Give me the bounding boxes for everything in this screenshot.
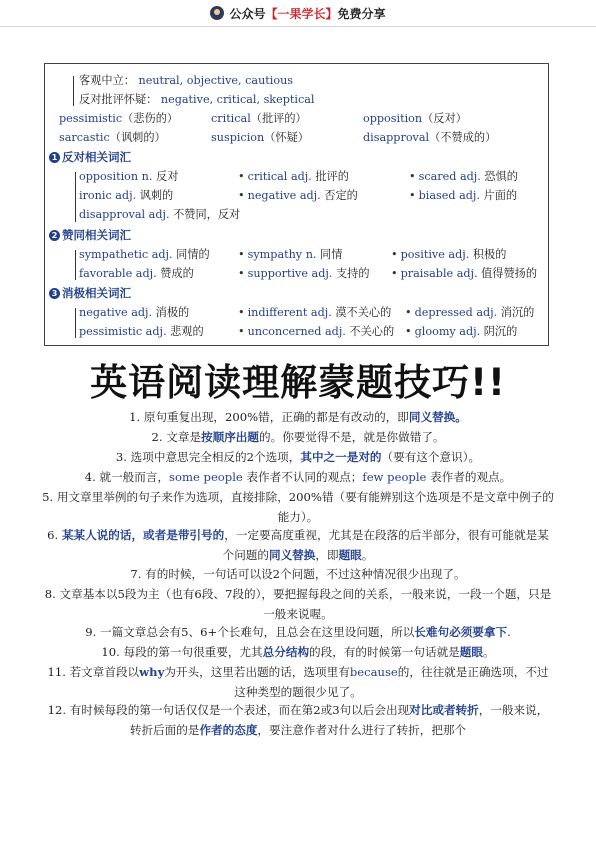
tip-text: 。 [482, 645, 495, 659]
vocab-item [79, 168, 178, 184]
vocab-item-en: sympathy n. [247, 248, 317, 261]
vocab-pair-cn: （批评的） [250, 112, 307, 125]
tip-highlight: 按顺序出题 [201, 430, 259, 444]
vocab-item-cn: 反对 [152, 170, 179, 183]
tip-item [42, 701, 554, 740]
tip-highlight: 某某人说的话，或者是带引号的 [61, 528, 225, 542]
header-name: 一果学长 [277, 6, 326, 21]
vocab-critical-cn: 反对批评怀疑： [79, 93, 158, 106]
vocab-item-en: indifferent adj. [247, 306, 332, 319]
vocab-item-en: opposition n. [79, 170, 153, 183]
vocab-item [79, 246, 210, 262]
vocab-item [79, 265, 194, 281]
vocab-item-cn: 不关心的 [345, 325, 395, 338]
tip-text: 的，往往就是正确选项，不过这种类型的题很少见了。 [234, 665, 549, 699]
vocab-critical-en: negative, critical, skeptical [160, 93, 315, 106]
section-title-text: 赞同相关词汇 [62, 228, 131, 242]
vocab-pair-en: pessimistic [59, 112, 123, 125]
tip-item [42, 663, 554, 702]
header-divider [0, 26, 596, 27]
tip-text: ，要注意作者对什么进行了转折，把那个 [257, 722, 467, 737]
vocab-pair-cn: （反对） [422, 112, 467, 125]
tip-text: 2. 文章是 [151, 430, 202, 444]
tip-highlight: 同义替换 [268, 547, 316, 562]
vocab-item-en: negative adj. [79, 306, 153, 319]
vocab-item-en: depressed adj. [414, 306, 498, 319]
tip-text: 表作者不认同的观点； [242, 470, 363, 484]
vocab-item-cn: 批评的 [311, 170, 349, 183]
vocab-item-cn: 支持的 [332, 267, 370, 280]
bracket-line [73, 76, 78, 106]
tip-text: 6. [47, 528, 62, 542]
tip-item [42, 526, 554, 565]
vocab-pair-en: critical [211, 112, 251, 125]
vocab-neutral-en: neutral, objective, cautious [138, 74, 294, 87]
vocab-item-en: gloomy adj. [414, 325, 481, 338]
vocab-item-en: negative adj. [247, 189, 321, 202]
vocab-item [238, 168, 349, 184]
vocab-item-cn: 阴沉的 [480, 325, 518, 338]
vocab-item-cn: 消沉的 [497, 306, 535, 319]
vocab-pair-cn: （讽刺的） [109, 131, 166, 144]
tip-text: ，即 [315, 547, 339, 562]
tip-english: some people [169, 470, 243, 484]
vocab-item-en: pessimistic adj. [79, 325, 167, 338]
section-title [49, 285, 131, 301]
vocab-critical [79, 91, 314, 107]
vocab-item-cn: 积极的 [469, 248, 507, 261]
tip-item [42, 428, 554, 448]
tip-item [42, 643, 554, 663]
tip-highlight: 作者的态度 [199, 722, 258, 737]
tip-text: 的。你要觉得不是，就是你做错了。 [259, 430, 445, 444]
tip-text: 为开头，这里若出题的话，选项里有 [164, 665, 350, 679]
vocab-item-en: ironic adj. [79, 189, 137, 202]
vocab-item [238, 246, 342, 262]
vocab-item [391, 265, 537, 281]
vocab-item [79, 323, 204, 339]
vocab-item [79, 304, 189, 320]
tip-text: ，一般来说，转折后面的是 [129, 703, 549, 737]
vocab-item-cn: 同情的 [172, 248, 210, 261]
vocab-item [79, 187, 173, 203]
tip-text: 11. 若文章首段以 [47, 665, 140, 679]
tip-highlight: 长难句必须要拿下 [414, 625, 508, 639]
tip-text: . [507, 625, 511, 639]
tip-text: 12. 有时候每段的第一句话仅仅是一个表述，而在第2或3句以后会出现 [47, 703, 410, 717]
tip-highlight: 同义替换。 [408, 410, 467, 424]
avatar-icon [210, 6, 224, 20]
vocab-pair [363, 129, 496, 145]
tip-item [42, 408, 554, 428]
vocab-item-cn: 片面的 [479, 189, 518, 202]
vocab-pair [211, 129, 309, 145]
tip-text: ，一定要高度重视，尤其是在段落的后半部分，很有可能就是某个问题的 [222, 528, 549, 562]
tip-text: 10. 每段的第一句很重要，尤其 [101, 645, 263, 659]
tip-text: 7. 有的时候，一句话可以设2个问题，不过这种情况很少出现了。 [130, 567, 466, 581]
tip-highlight: 总分结构 [262, 645, 310, 659]
vocab-box [44, 63, 549, 346]
section-number-badge: 2 [49, 230, 60, 241]
section-title-text: 反对相关词汇 [62, 150, 131, 164]
page-title: 英语阅读理解蒙题技巧!! [90, 361, 506, 404]
vocab-pair-cn: （怀疑） [264, 131, 309, 144]
tip-english: because [349, 665, 398, 679]
vocab-neutral [79, 72, 293, 88]
header-prefix: 公众号 [229, 6, 266, 21]
vocab-item [409, 187, 517, 203]
header-bracket-close: 】 [325, 6, 338, 21]
tip-highlight: 其中之一是对的 [300, 450, 382, 464]
vocab-pair [59, 110, 178, 126]
vocab-item-cn: 漠不关心的 [331, 306, 392, 319]
vocab-item-cn: 消极的 [152, 306, 190, 319]
vocab-item-en: positive adj. [400, 248, 470, 261]
vocab-pair-en: disapproval [363, 131, 430, 144]
tip-text: 的段，有的时候第一句话就是 [309, 645, 460, 659]
vocab-item-cn: 悲观的 [166, 325, 204, 338]
vocab-item [238, 187, 358, 203]
vocab-item-cn: 恐惧的 [480, 170, 518, 183]
tip-text: 表作者的观点。 [426, 470, 512, 484]
vocab-item-en: praisable adj. [400, 267, 478, 280]
tip-english: few people [362, 470, 427, 484]
tip-text: 。 [361, 547, 374, 562]
tip-item [42, 585, 554, 624]
vocab-pair [363, 110, 467, 126]
vocab-item-en: favorable adj. [79, 267, 157, 280]
vocab-pair-en: opposition [363, 112, 423, 125]
section-title [49, 227, 131, 243]
vocab-item-en: critical adj. [247, 170, 312, 183]
section-title [49, 149, 131, 165]
tip-highlight: 题眼 [459, 645, 483, 659]
vocab-item-en: sympathetic adj. [79, 248, 173, 261]
header-bracket-open: 【 [265, 6, 278, 21]
vocab-item-en: biased adj. [418, 189, 480, 202]
vocab-pair [59, 129, 166, 145]
vocab-item-cn: 不赞同，反对 [169, 208, 241, 221]
vocab-pair-cn: （不赞成的） [429, 131, 497, 144]
vocab-item-cn: 讽刺的 [136, 189, 174, 202]
vocab-item-cn: 否定的 [320, 189, 358, 202]
tip-text: 8. 文章基本以5段为主（也有6段、7段的），要把握每段之间的关系，一般来说，一段一个题，只是一般来说喔。 [44, 587, 552, 621]
vocab-item [405, 323, 517, 339]
tip-highlight: 题眼 [338, 547, 362, 562]
header-suffix: 免费分享 [337, 6, 386, 21]
vocab-pair-cn: （悲伤的） [122, 112, 179, 125]
tip-text: 3. 选项中意思完全相反的2个选项， [115, 450, 301, 464]
vocab-item [238, 304, 391, 320]
vocab-item-en: disapproval adj. [79, 208, 170, 221]
header [0, 0, 596, 26]
vocab-neutral-cn: 客观中立： [79, 74, 135, 87]
tip-text: 4. 就一般而言， [84, 470, 170, 484]
vocab-item-en: scared adj. [418, 170, 481, 183]
vocab-item [238, 265, 370, 281]
vocab-item-en: unconcerned adj. [247, 325, 346, 338]
vocab-item-en: supportive adj. [247, 267, 333, 280]
tip-text: （要有这个意识）。 [381, 450, 481, 464]
tip-highlight: why [139, 665, 165, 679]
vocab-pair-en: suspicion [211, 131, 265, 144]
section-number-badge: 3 [49, 288, 60, 299]
vocab-item-cn: 同情 [316, 248, 343, 261]
vocab-item [405, 304, 534, 320]
tip-text: 5. 用文章里举例的句子来作为选项，直接排除，200%错（要有能辨别这个选项是不是文章中例子的能力）。 [42, 490, 554, 524]
section-title-text: 消极相关词汇 [62, 286, 131, 300]
vocab-item [238, 323, 394, 339]
vocab-pair-en: sarcastic [59, 131, 110, 144]
tip-item [42, 448, 554, 468]
tip-text: 1. 原句重复出现，200%错，正确的都是有改动的，即 [129, 410, 409, 424]
tip-text: 9. 一篇文章总会有5、6+个长难句，且总会在这里设问题，所以 [85, 625, 415, 639]
vocab-item-cn: 值得赞扬的 [477, 267, 538, 280]
vocab-item [409, 168, 518, 184]
tip-item [42, 488, 554, 527]
vocab-item [391, 246, 506, 262]
section-number-badge: 1 [49, 152, 60, 163]
vocab-pair [211, 110, 307, 126]
tip-highlight: 对比或者转折 [409, 703, 479, 717]
tip-item [42, 468, 554, 488]
tip-item [42, 565, 554, 585]
tip-item [42, 623, 554, 643]
vocab-item [79, 206, 240, 222]
vocab-item-cn: 赞成的 [156, 267, 194, 280]
